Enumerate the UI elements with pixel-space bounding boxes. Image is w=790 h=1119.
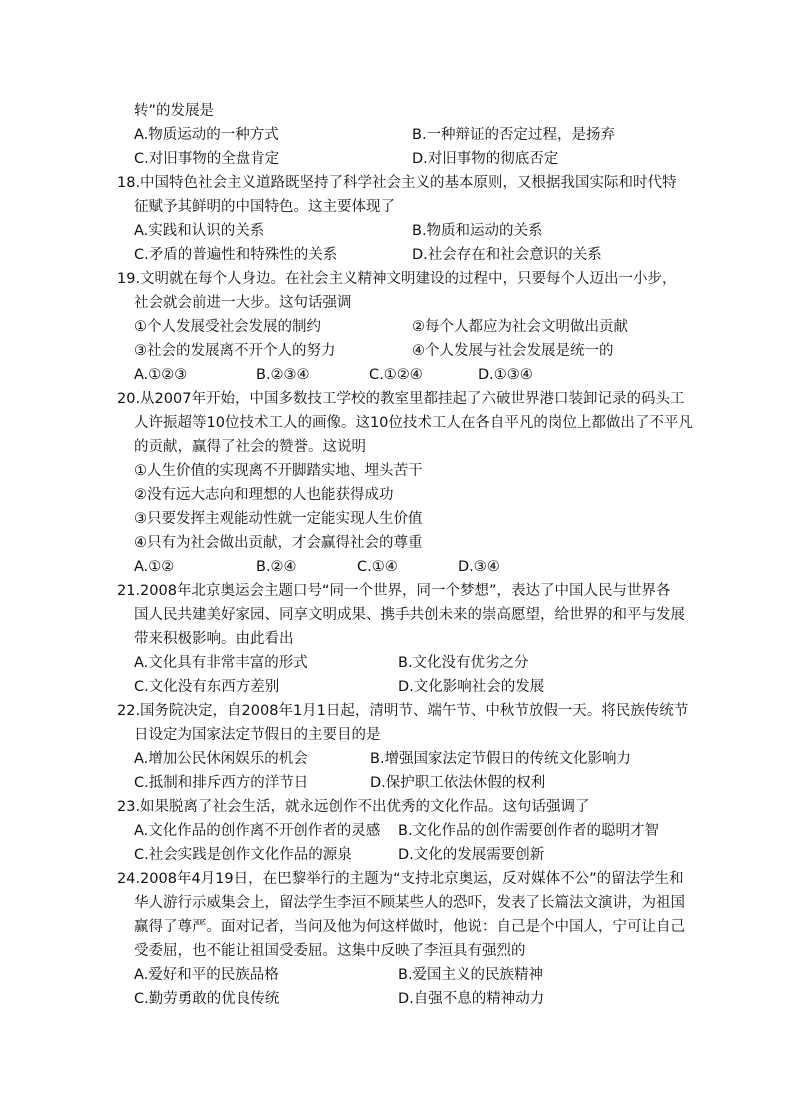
q24-stem-line1: 24.2008年4月19日，在巴黎举行的主题为“支持北京奥运，反对媒体不公”的留法学生和: [117, 871, 684, 887]
q19-statement-2: ②每个人都应为社会文明做出贡献: [412, 319, 628, 335]
q19-stem-line1: 19.文明就在每个人身边。在社会主义精神文明建设的过程中，只要每个人迈出一小步，: [117, 271, 677, 287]
q24-option-c: C.勤劳勇敢的优良传统: [134, 991, 280, 1007]
q21-option-c: C.文化没有东西方差别: [134, 679, 280, 695]
q22-stem-line2: 日设定为国家法定节假日的主要目的是: [134, 727, 381, 743]
q24-option-a: A.爱好和平的民族品格: [134, 967, 279, 983]
q21-stem-line1: 21.2008年北京奥运会主题口号“同一个世界，同一个梦想”，表达了中国人民与世界各: [117, 583, 671, 599]
q20-stem-line1: 20.从2007年开始，中国多数技工学校的教室里都挂起了六破世界港口装卸记录的码头工: [117, 391, 685, 407]
q24-stem-line2: 华人游行示威集会上，留法学生李洹不顾某些人的恐吓，发表了长篇法文演讲，为祖国: [134, 895, 685, 911]
q24-stem-line3: 赢得了尊严。面对记者，当问及他为何这样做时，他说：自己是个中国人，宁可让自己: [134, 919, 685, 935]
q19-statement-1: ①个人发展受社会发展的制约: [134, 319, 321, 335]
q24-option-d: D.自强不息的精神动力: [398, 991, 545, 1007]
q21-option-b: B.文化没有优劣之分: [398, 655, 529, 671]
q21-option-d: D.文化影响社会的发展: [398, 679, 545, 695]
q19-option-a: A.①②③: [134, 367, 188, 383]
q20-option-b: B.②④: [256, 559, 297, 575]
q17-option-a: A.物质运动的一种方式: [134, 127, 279, 143]
q23-option-b: B.文化作品的创作需要创作者的聪明才智: [398, 823, 660, 839]
q22-option-c: C.抵制和排斥西方的洋节日: [134, 775, 309, 791]
q17-option-d: D.对旧事物的彻底否定: [412, 151, 559, 167]
q18-stem-line1: 18.中国特色社会主义道路既坚持了科学社会主义的基本原则，又根据我国实际和时代特: [117, 175, 677, 191]
q20-stem-line3: 的贡献，赢得了社会的赞誉。这说明: [134, 439, 366, 455]
q19-stem-line2: 社会就会前进一大步。这句话强调: [134, 295, 352, 311]
q20-statement-1: ①人生价值的实现离不开脚踏实地、埋头苦干: [134, 463, 423, 479]
q20-stem-line2: 人许振超等10位技术工人的画像。这10位技术工人在各自平凡的岗位上都做出了不平凡: [134, 415, 693, 431]
q19-statement-4: ④个人发展与社会发展是统一的: [412, 343, 614, 359]
q18-option-a: A.实践和认识的关系: [134, 223, 265, 239]
q20-statement-2: ②没有远大志向和理想的人也能获得成功: [134, 487, 394, 503]
q18-option-b: B.物质和运动的关系: [412, 223, 543, 239]
q22-option-b: B.增强国家法定节假日的传统文化影响力: [370, 751, 632, 767]
q21-stem-line2: 国人民共建美好家园、同享文明成果、携手共创未来的崇高愿望，给世界的和平与发展: [134, 607, 685, 623]
q19-option-b: B.②③④: [256, 367, 310, 383]
q21-option-a: A.文化具有非常丰富的形式: [134, 655, 308, 671]
q18-option-d: D.社会存在和社会意识的关系: [412, 247, 602, 263]
q22-stem-line1: 22.国务院决定，自2008年1月1日起，清明节、端午节、中秋节放假一天。将民族传统节: [117, 703, 689, 719]
q17-option-c: C.对旧事物的全盘肯定: [134, 151, 280, 167]
q22-option-a: A.增加公民休闲娱乐的机会: [134, 751, 308, 767]
q20-option-a: A.①②: [134, 559, 175, 575]
q23-option-c: C.社会实践是创作文化作品的源泉: [134, 847, 352, 863]
q20-option-d: D.③④: [458, 559, 500, 575]
q19-option-c: C.①②④: [369, 367, 423, 383]
q19-option-d: D.①③④: [478, 367, 533, 383]
q18-stem-line2: 征赋予其鲜明的中国特色。这主要体现了: [134, 199, 395, 215]
q23-option-a: A.文化作品的创作离不开创作者的灵感: [134, 823, 381, 839]
q23-stem-line1: 23.如果脱离了社会生活，就永远创作不出优秀的文化作品。这句话强调了: [117, 799, 590, 815]
q23-option-d: D.文化的发展需要创新: [398, 847, 545, 863]
q24-option-b: B.爱国主义的民族精神: [398, 967, 544, 983]
q21-stem-line3: 带来积极影响。由此看出: [134, 631, 294, 647]
q17-option-b: B.一种辩证的否定过程，是扬弃: [412, 127, 616, 143]
q19-statement-3: ③社会的发展离不开个人的努力: [134, 343, 336, 359]
q17-stem-tail: 转”的发展是: [134, 103, 215, 119]
q18-option-c: C.矛盾的普遍性和特殊性的关系: [134, 247, 338, 263]
q22-option-d: D.保护职工依法休假的权利: [370, 775, 546, 791]
q20-statement-3: ③只要发挥主观能动性就一定能实现人生价值: [134, 511, 423, 527]
q20-option-c: C.①④: [357, 559, 398, 575]
q24-stem-line4: 受委屈，也不能让祖国受委屈。这集中反映了李洹具有强烈的: [134, 943, 526, 959]
q20-statement-4: ④只有为社会做出贡献，才会赢得社会的尊重: [134, 535, 423, 551]
